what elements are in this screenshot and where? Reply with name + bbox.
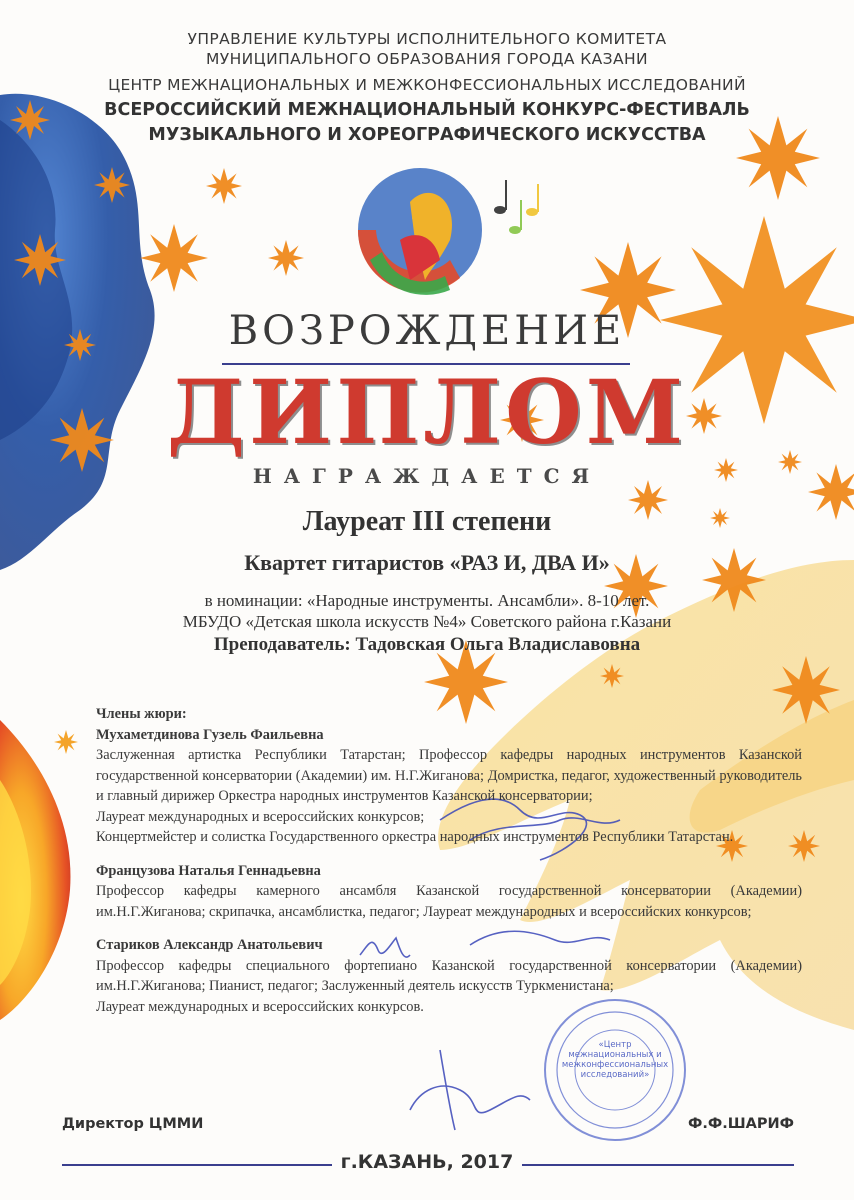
jury-member-description: Заслуженная артистка Республики Татарстан; Профессор кафедры народных инструментов Казанской государственной консерватории (Академии) им. Н.Г.Жиганова; Домристка, педагог, художественный руководитель и главный дирижер Оркестра народных инструментов Казанской консерватории; (96, 747, 802, 804)
school-name: МБУДО «Детская школа искусств №4» Советского района г.Казани (182, 612, 672, 631)
jury-member-position: Концертмейстер и солистка Государственного оркестра народных инструментов Республики Татарстан. (96, 829, 734, 845)
center-name: ЦЕНТР МЕЖНАЦИОНАЛЬНЫХ И МЕЖКОНФЕССИОНАЛЬНЫХ ИССЛЕДОВАНИЙ (108, 76, 746, 94)
awarded-label: НАГРАЖДАЕТСЯ (252, 464, 602, 488)
ensemble-name: Квартет гитаристов «РАЗ И, ДВА И» (244, 550, 610, 575)
jury-member-award: Лауреат международных и всероссийских конкурсов. (96, 998, 424, 1015)
jury-member (96, 725, 802, 848)
jury-section (96, 704, 802, 1030)
org-line-2: МУНИЦИПАЛЬНОГО ОБРАЗОВАНИЯ ГОРОДА КАЗАНИ (205, 50, 649, 68)
jury-member-name: Стариков Александр Анатольевич (96, 937, 323, 953)
festival-logo (358, 168, 539, 295)
jury-member-description: Профессор кафедры специального фортепиано Казанской государственной консерватории (Академии) им.Н.Г.Жиганова; Пианист, педагог; Заслуженный деятель искусств Туркменистана; (96, 957, 802, 994)
jury-member (96, 861, 802, 923)
contest-title-line-1: ВСЕРОССИЙСКИЙ МЕЖНАЦИОНАЛЬНЫЙ КОНКУРС-ФЕСТИВАЛЬ (104, 100, 750, 120)
nomination: в номинации: «Народные инструменты. Ансамбли». 8-10 лет. (204, 591, 650, 610)
festival-name: ВОЗРОЖДЕНИЕ (228, 308, 626, 354)
jury-member-name: Мухаметдинова Гузель Фаильевна (96, 726, 324, 743)
city-year: г.КАЗАНЬ, 2017 (340, 1151, 514, 1173)
jury-member-description: Профессор кафедры камерного ансамбля Казанской государственной консерватории (Академии) им.Н.Г.Жиганова; скрипачка, ансамблистка, педагог; Лауреат международных и всероссийских конкурсов; (96, 883, 802, 920)
jury-member-award: Лауреат международных и всероссийских конкурсов; (96, 808, 425, 825)
director-name: Ф.Ф.ШАРИФ (687, 1116, 794, 1132)
stamp-text: «Центр межнациональных и межконфессиональных исследований» (561, 1040, 669, 1080)
contest-title-line-2: МУЗЫКАЛЬНОГО И ХОРЕОГРАФИЧЕСКОГО ИСКУССТВА (148, 125, 706, 145)
teacher-name: Преподаватель: Тадовская Ольга Владиславовна (213, 634, 641, 655)
director-title: Директор ЦММИ (62, 1116, 204, 1132)
laureate-degree: Лауреат III степени (302, 506, 552, 537)
jury-member (96, 935, 802, 1017)
jury-heading: Члены жюри: (96, 706, 187, 722)
jury-member-name: Французова Наталья Геннадьевна (96, 862, 321, 879)
diploma-title: ДИПЛОМ (166, 360, 688, 464)
org-line-1: УПРАВЛЕНИЕ КУЛЬТУРЫ ИСПОЛНИТЕЛЬНОГО КОМИТЕТА (187, 30, 667, 48)
